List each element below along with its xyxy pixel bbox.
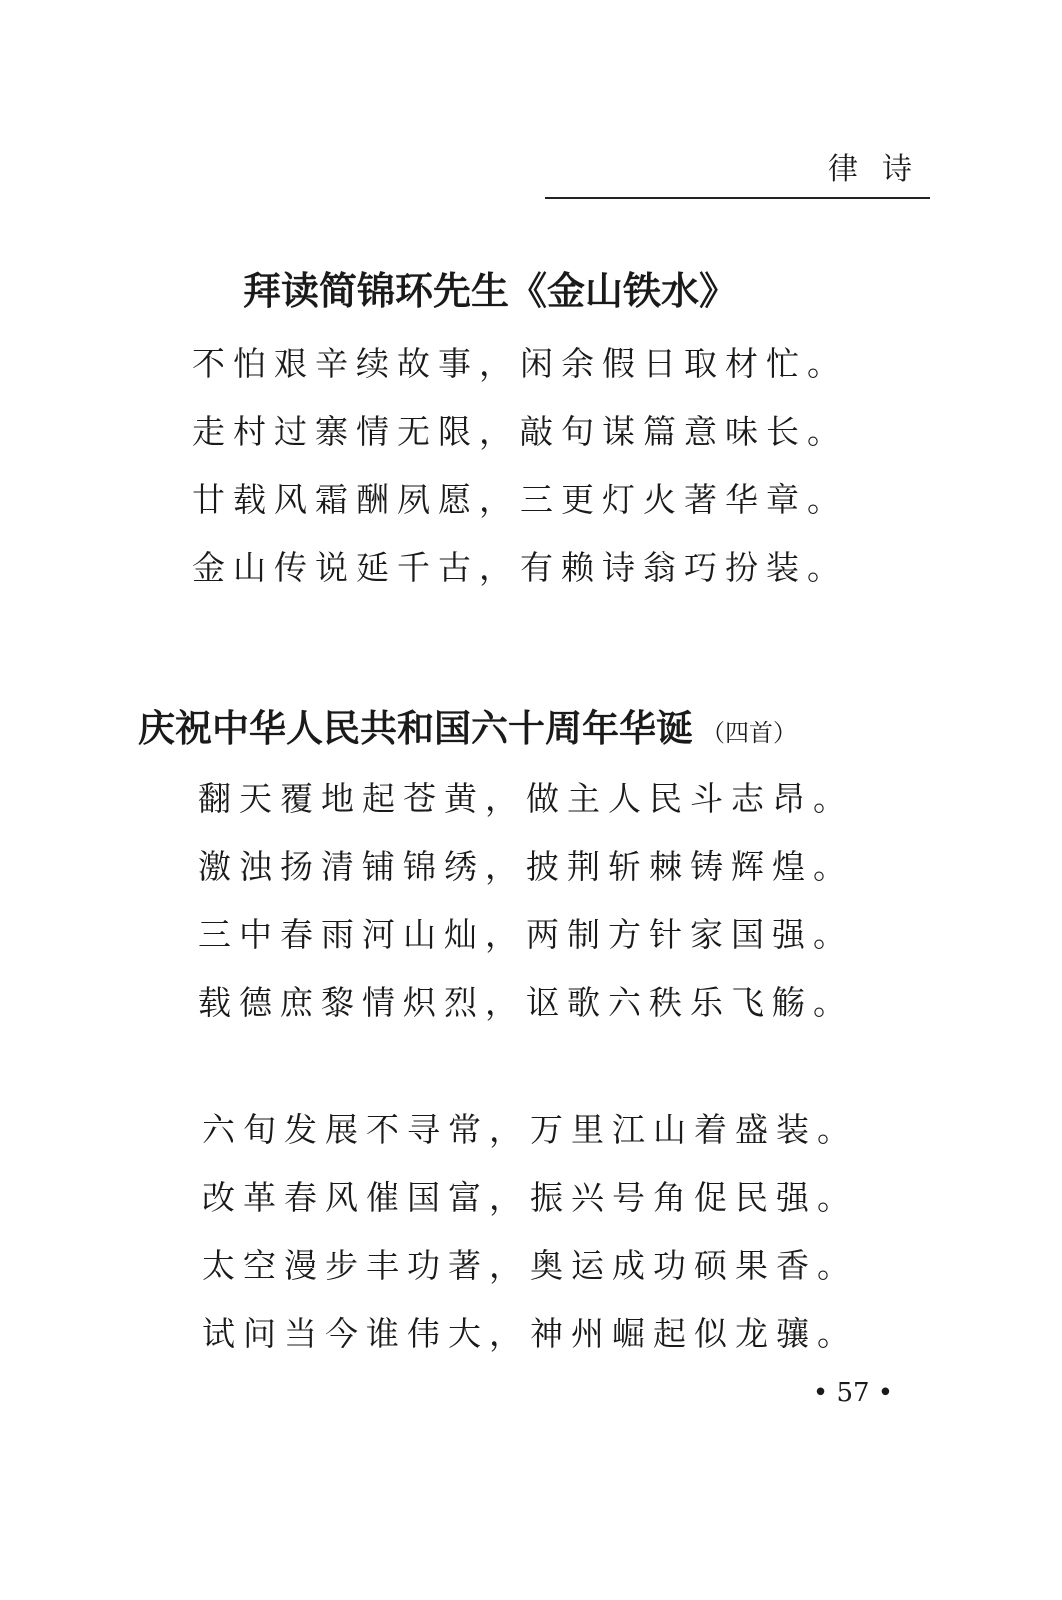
poem-line: 廿载风霜酬夙愿，三更灯火著华章。 [192,480,848,519]
poem-title [138,703,797,759]
poem-body [192,330,848,602]
poem-stanza [198,765,854,1037]
poem-title-text: 庆祝中华人民共和国六十周年华诞 [138,707,693,750]
poem-title: 拜读简锦环先生《金山铁水》 [243,269,738,313]
poem-line: 改革春风催国富，振兴号角促民强。 [202,1178,858,1217]
poem-line: 不怕艰辛续故事，闲余假日取材忙。 [192,344,848,383]
poem-line: 三中春雨河山灿，两制方针家国强。 [198,915,854,954]
poem-line: 六旬发展不寻常，万里江山着盛装。 [202,1110,858,1149]
page-number: • 57 • [812,1378,894,1408]
poem-line: 金山传说延千古，有赖诗翁巧扮装。 [192,548,848,587]
poem-line: 走村过寨情无限，敲句谋篇意味长。 [192,412,848,451]
section-title: 律诗 [828,152,936,187]
header-rule [545,197,930,199]
running-header [545,150,936,190]
poem-line: 翻天覆地起苍黄，做主人民斗志昂。 [198,779,854,818]
poem-line: 载德庶黎情炽烈，讴歌六秩乐飞觞。 [198,983,854,1022]
poem-line: 太空漫步丰功著，奥运成功硕果香。 [202,1246,858,1285]
poem-stanza [202,1096,858,1368]
poem-line: 试问当今谁伟大，神州崛起似龙骧。 [202,1314,858,1353]
poem-title-note: （四首） [701,719,797,747]
poem-line: 激浊扬清铺锦绣，披荆斩棘铸辉煌。 [198,847,854,886]
